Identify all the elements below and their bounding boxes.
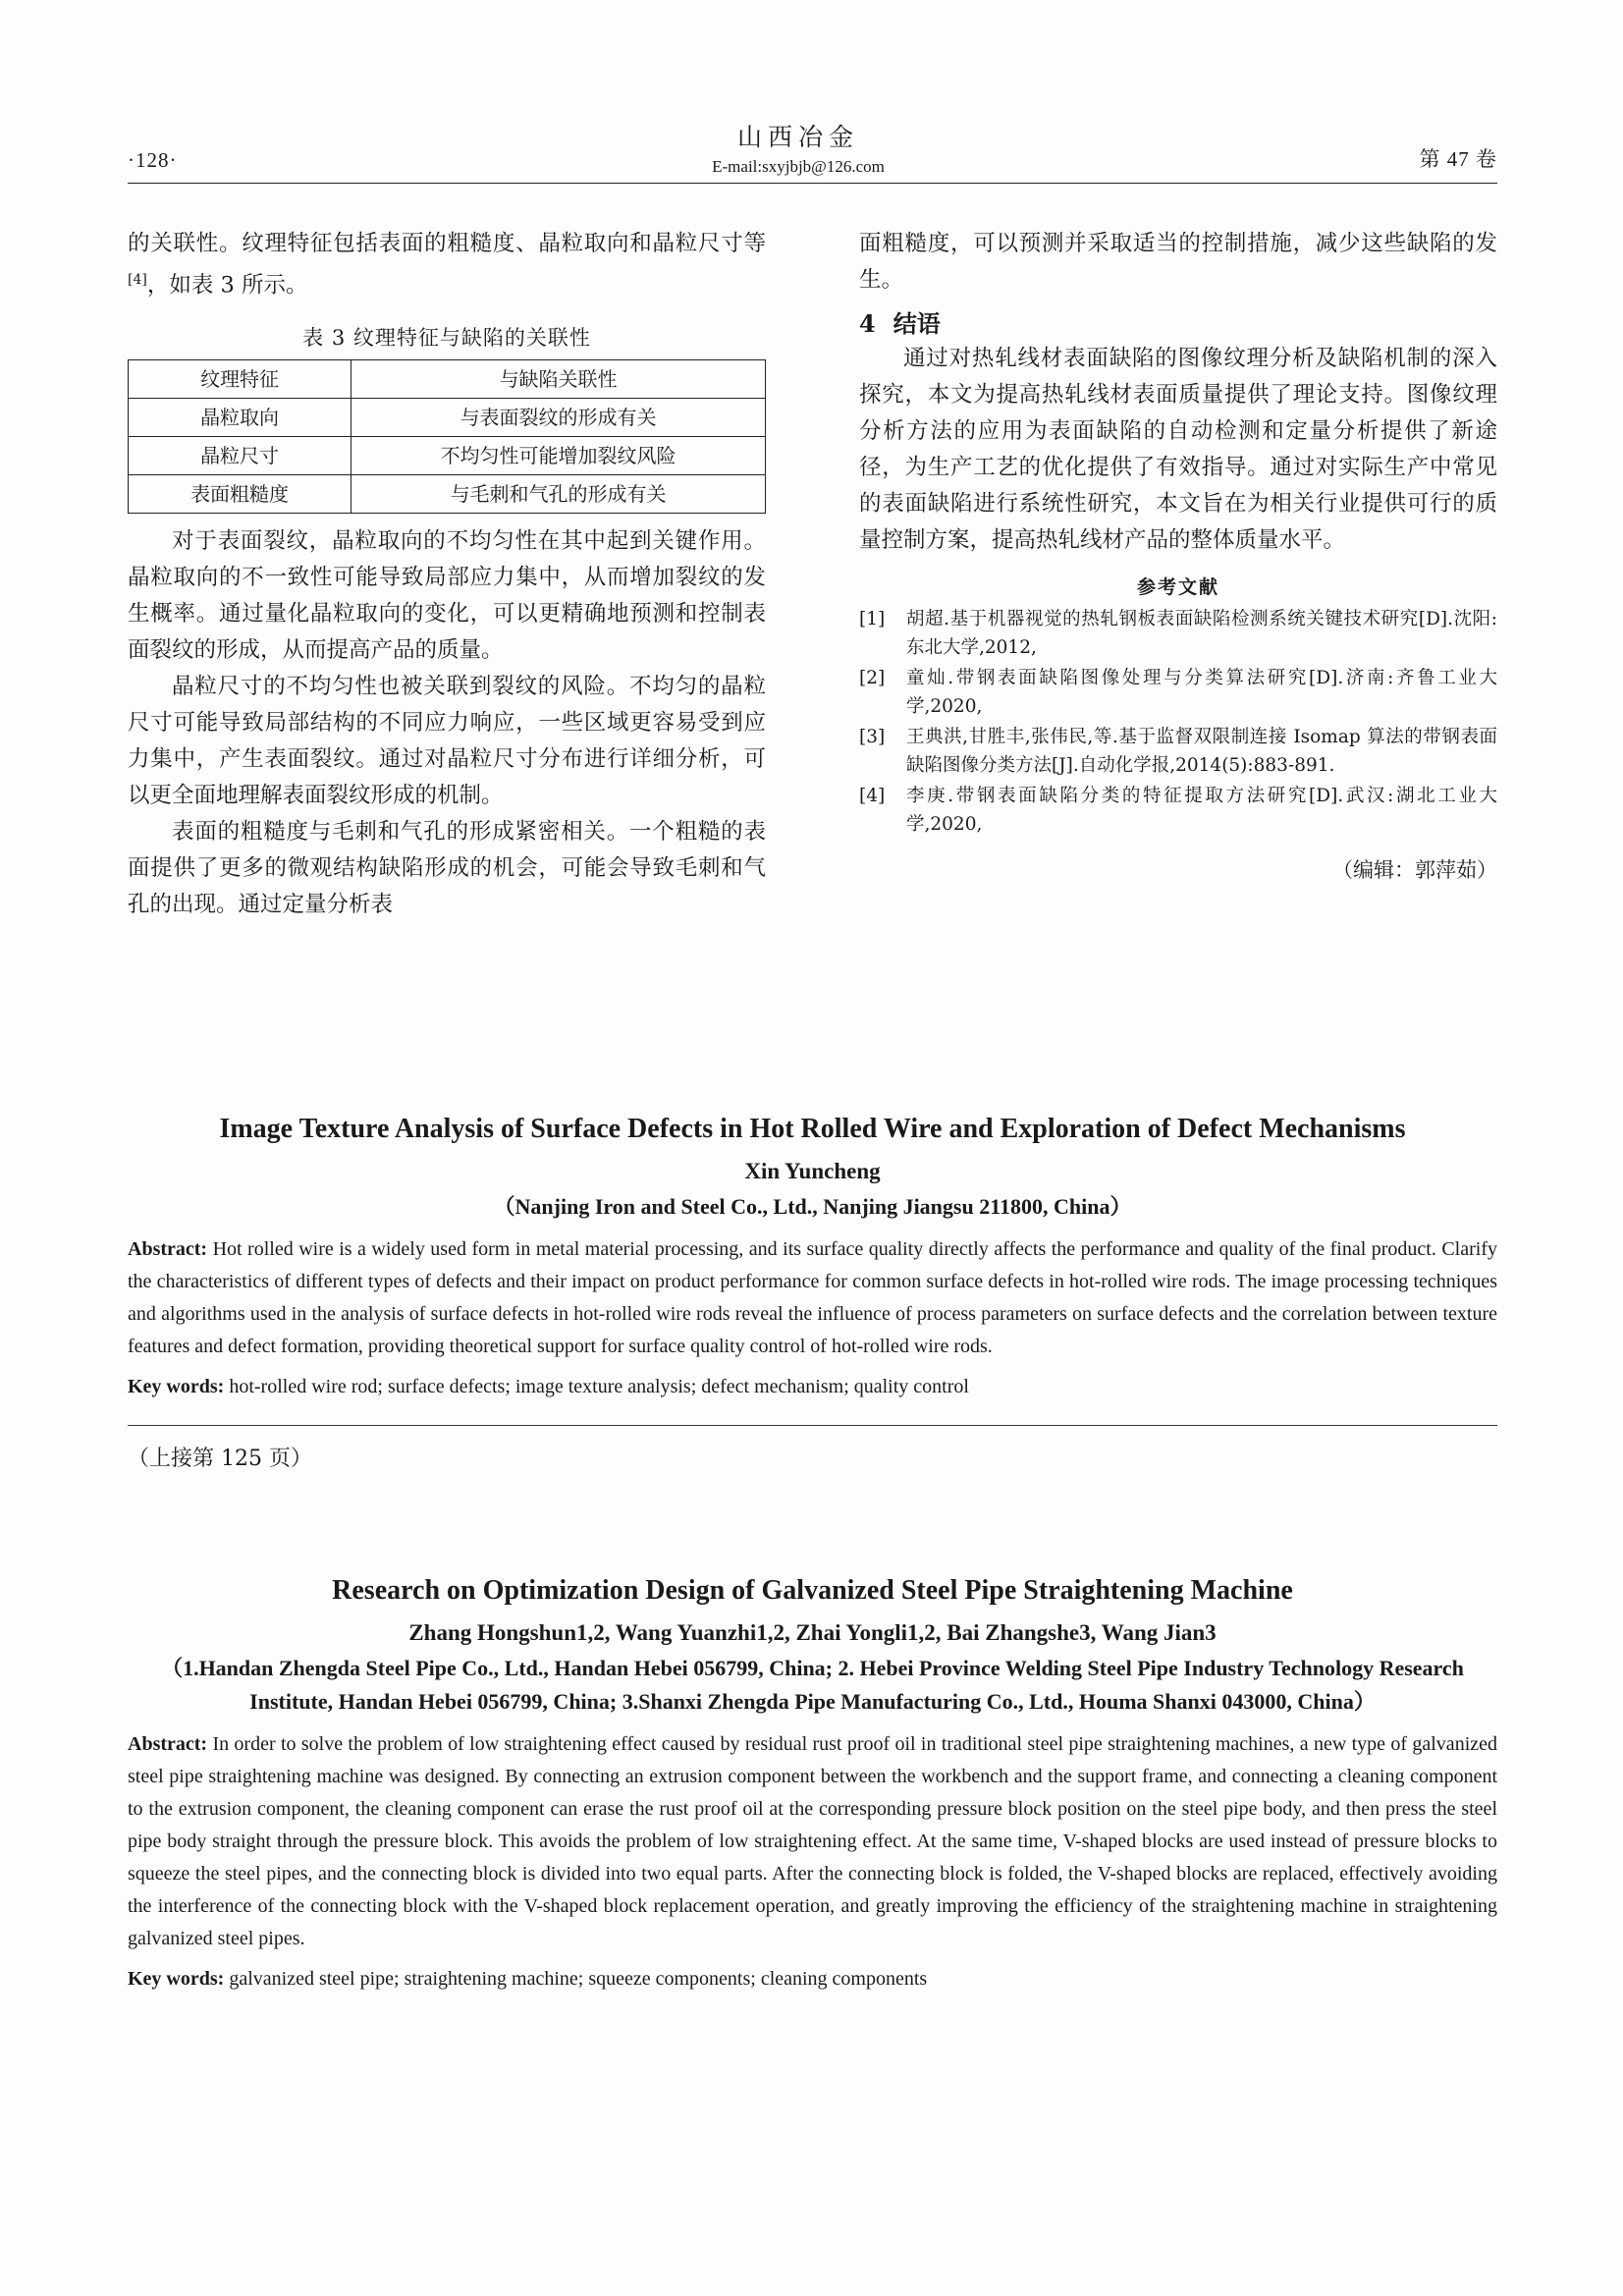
- list-item: [859, 664, 1497, 721]
- section-heading-conclusion: [859, 304, 1497, 339]
- page-number: ·128·: [128, 148, 178, 172]
- abstract-label: Abstract:: [128, 1238, 208, 1260]
- left-paragraph-3: 晶粒尺寸的不均匀性也被关联到裂纹的风险。不均匀的晶粒尺寸可能导致局部结构的不同应力响应，一些区域更容易受到应力集中，产生表面裂纹。通过对晶粒尺寸分布进行详细分析，可以更全面地理解表面裂纹形成的机制。: [128, 673, 766, 808]
- continuation-note: （上接第 125 页）: [128, 1447, 312, 1471]
- journal-title: 山西冶金: [736, 123, 859, 151]
- references-list: [859, 605, 1497, 839]
- journal-email: E-mail:sxyjbjb@126.com: [712, 157, 885, 176]
- en-abstract-2: [128, 1728, 1497, 1955]
- right-column: [859, 226, 1497, 884]
- reference-text: 胡超.基于机器视觉的热轧钢板表面缺陷检测系统关键技术研究[D].沈阳:东北大学,2012,: [906, 609, 1497, 658]
- en-keywords-1: [128, 1371, 1497, 1403]
- en-authors-2: Zhang Hongshun1,2, Wang Yuanzhi1,2, Zhai Yongli1,2, Bai Zhangshe3, Wang Jian3: [408, 1620, 1217, 1645]
- reference-number: [1]: [859, 609, 886, 629]
- right-paragraph-2: 通过对热轧线材表面缺陷的图像纹理分析及缺陷机制的深入探究，本文为提高热轧线材表面质量提供了理论支持。图像纹理分析方法的应用为表面缺陷的自动检测和定量分析提供了新途径，为生产工艺的优化提供了有效指导。通过对实际生产中常见的表面缺陷进行系统性研究，本文旨在为相关行业提供可行的质量控制方案，提高热轧线材产品的整体质量水平。: [859, 346, 1497, 553]
- reference-marker-4: [4]: [128, 272, 147, 288]
- reference-number: [2]: [859, 668, 886, 688]
- right-paragraph-1: 面粗糙度，可以预测并采取适当的控制措施，减少这些缺陷的发生。: [859, 231, 1497, 293]
- table-row: [129, 474, 766, 513]
- left-paragraph-2: 对于表面裂纹，晶粒取向的不均匀性在其中起到关键作用。晶粒取向的不一致性可能导致局部应力集中，从而增加裂纹的发生概率。通过量化晶粒取向的变化，可以更精确地预测和控制表面裂纹的形成，从而提高产品的质量。: [128, 527, 766, 663]
- reference-text: 王典洪,甘胜丰,张伟民,等.基于监督双限制连接 Isomap 算法的带钢表面缺陷图像分类方法[J].自动化学报,2014(5):883-891.: [906, 727, 1497, 776]
- abstract-text: In order to solve the problem of low straightening effect caused by residual rust proof oil in traditional steel pipe straightening machines, a new type of galvanized steel pipe straightening machine was designed. By connecting an extrusion component between the workbench and the support frame, and connecting a cleaning component to the extrusion component, the cleaning component can erase the rust proof oil at the corresponding pressure block position on the steel pipe body, and then press the steel pipe body straight through the pressure block. This avoids the problem of low straightening effect. At the same time, V-shaped blocks are used instead of pressure blocks to squeeze the steel pipes, and the connecting block is divided into two equal parts. After the connecting block is folded, the V-shaped blocks are replaced, effectively avoiding the interference of the connecting block with the V-shaped block replacement operation, and greatly improving the efficiency of the straightening machine in straightening galvanized steel pipes.: [128, 1733, 1497, 1949]
- en-affiliation-1: （Nanjing Iron and Steel Co., Ltd., Nanjing Jiangsu 211800, China）: [493, 1194, 1132, 1219]
- references-heading: 参考文献: [1136, 576, 1219, 598]
- section-divider: [128, 1425, 1497, 1426]
- conclusion-body: [859, 341, 1497, 559]
- table-cell: 纹理特征: [129, 359, 352, 398]
- keywords-text: hot-rolled wire rod; surface defects; image texture analysis; defect mechanism; quality control: [229, 1376, 969, 1397]
- reference-text: 童灿.带钢表面缺陷图像处理与分类算法研究[D].济南:齐鲁工业大学,2020,: [906, 668, 1497, 717]
- left-paragraph-1: [128, 226, 766, 304]
- left-paragraph-4: 表面的粗糙度与毛刺和气孔的形成紧密相关。一个粗糙的表面提供了更多的微观结构缺陷形成的机会，可能会导致毛刺和气孔的出现。通过定量分析表: [128, 818, 766, 917]
- en-title-2: Research on Optimization Design of Galvanized Steel Pipe Straightening Machine: [332, 1575, 1293, 1606]
- table-cell: 与缺陷关联性: [352, 359, 766, 398]
- volume-label: 第 47 卷: [1419, 147, 1497, 171]
- table-cell: 不均匀性可能增加裂纹风险: [352, 436, 766, 474]
- en-affiliation-2: （1.Handan Zhengda Steel Pipe Co., Ltd., Handan Hebei 056799, China; 2. Hebei Province Welding Steel Pipe Industry Technology Research Institute, Handan Hebei 056799, China; 3.Shanxi Zhengda Pipe Manufacturing Co., Ltd., Houma Shanxi 043000, China）: [161, 1656, 1464, 1714]
- table-caption: 表 3 纹理特征与缺陷的关联性: [302, 325, 591, 350]
- table-cell: 与表面裂纹的形成有关: [352, 398, 766, 436]
- reference-text: 李庚.带钢表面缺陷分类的特征提取方法研究[D].武汉:湖北工业大学,2020,: [906, 786, 1497, 835]
- en-author-1: Xin Yuncheng: [744, 1159, 881, 1183]
- body-columns: [128, 226, 1497, 1110]
- left-body-text: [128, 523, 766, 923]
- left-para1-tail: ，如表 3 所示。: [146, 272, 308, 299]
- texture-defect-table: [128, 359, 766, 514]
- table-cell: 晶粒尺寸: [129, 436, 352, 474]
- left-para1-text: 的关联性。纹理特征包括表面的粗糙度、晶粒取向和晶粒尺寸等: [128, 231, 766, 256]
- english-abstract-block-1: [128, 1110, 1497, 1472]
- section-title: 结语: [893, 309, 941, 338]
- list-item: [859, 723, 1497, 780]
- en-abstract-1: [128, 1233, 1497, 1363]
- reference-number: [4]: [859, 786, 886, 806]
- table-row: [129, 359, 766, 398]
- list-item: [859, 605, 1497, 662]
- left-column: [128, 226, 766, 923]
- keywords-text: galvanized steel pipe; straightening machine; squeeze components; cleaning components: [229, 1968, 928, 1990]
- running-head: [128, 118, 1497, 184]
- keywords-label: Key words:: [128, 1968, 225, 1990]
- table-row: [129, 436, 766, 474]
- en-title-1: Image Texture Analysis of Surface Defects in Hot Rolled Wire and Exploration of Defect Mechanisms: [219, 1114, 1406, 1144]
- editor-credit: （编辑：郭萍茹）: [1332, 858, 1497, 882]
- keywords-label: Key words:: [128, 1376, 225, 1397]
- english-abstract-block-2: [128, 1571, 1497, 1995]
- section-number: 4: [859, 309, 876, 338]
- reference-number: [3]: [859, 727, 886, 747]
- en-keywords-2: [128, 1963, 1497, 1995]
- journal-masthead: [178, 118, 1420, 177]
- table-cell: 表面粗糙度: [129, 474, 352, 513]
- list-item: [859, 782, 1497, 839]
- table-cell: 与毛刺和气孔的形成有关: [352, 474, 766, 513]
- abstract-label: Abstract:: [128, 1733, 208, 1755]
- table-row: [129, 398, 766, 436]
- abstract-text: Hot rolled wire is a widely used form in metal material processing, and its surface quality directly affects the performance and quality of the final product. Clarify the characteristics of different types of defects and their impact on product performance for common surface defects in hot-rolled wire rods. The image processing techniques and algorithms used in the analysis of surface defects in hot-rolled wire rods reveal the influence of process parameters on surface defects and the correlation between texture features and defect formation, providing theoretical support for surface quality control of hot-rolled wire rods.: [128, 1238, 1497, 1357]
- right-body-text: [859, 226, 1497, 299]
- table-cell: 晶粒取向: [129, 398, 352, 436]
